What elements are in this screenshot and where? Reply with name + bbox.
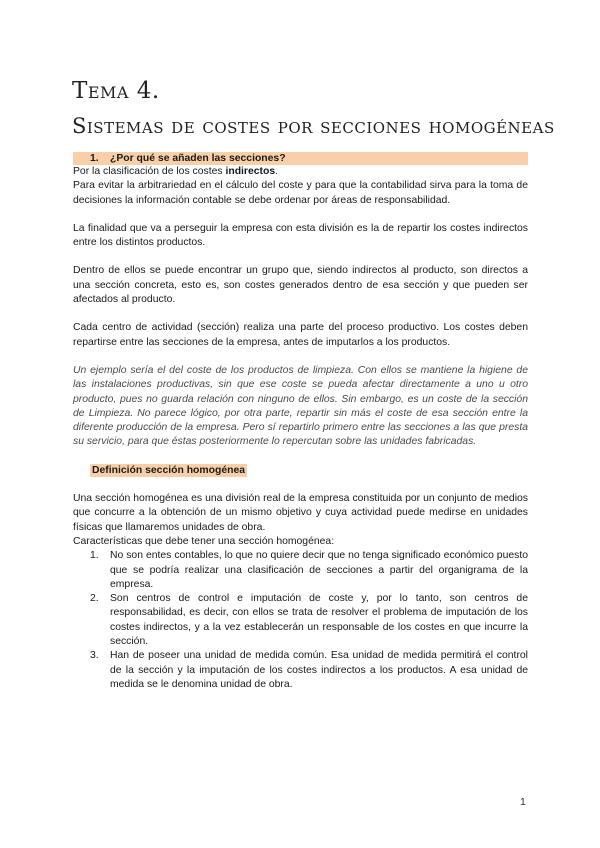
definition-paragraph: Una sección homogénea es una división real de la empresa constituida por un conjunto de medios que concurre a la obtención de un mismo objetivo y cuya actividad puede medirse en unidades físicas que llamaremos unidades de obra. [73, 493, 528, 533]
topic-subtitle: Sistemas de costes por secciones homogéneas [72, 114, 555, 138]
example-paragraph: Un ejemplo sería el del coste de los productos de limpieza. Con ellos se mantiene la higiene de las instalaciones productivas, sin que ese coste se pueda afectar directamente a uno u otro producto, pues no guarda relación con ninguno de ellos. Sin embargo, es un coste de la sección de Limpieza. No parece lógico, por otra parte, repartir sin más el coste de esa sección entre la diferente producción de la empresa. Pero sí repartirlo primero entre las secciones a las que presta su servicio, para que éstas posteriormente lo repercutan sobre las unidades fabricadas. [73, 364, 528, 448]
list-item-number: 2. [90, 593, 99, 605]
list-item-text: Son centros de control e imputación de coste y, por lo tanto, son centros de responsabilidad, es decir, con ellos se trata de resolver el problema de imputación de los costes indirectos, y a la vez establecerán un responsable de los costes en que incurre la sección. [110, 593, 528, 648]
topic-title: Tema 4. [72, 78, 160, 104]
list-item-text: Han de poseer una unidad de medida común. Esa unidad de medida permitirá el control de la sección y la imputación de los costes indirectos a los productos. A esa unidad de medida se le denomina unidad de obra. [110, 650, 528, 690]
intro-end: . [275, 166, 279, 177]
characteristics-list [73, 549, 528, 692]
intro-bold-text: indirectos [225, 166, 276, 177]
definition-heading-row [73, 464, 528, 478]
document-body [73, 152, 528, 692]
page-number: 1 [520, 796, 526, 808]
paragraph-centro-actividad: Cada centro de actividad (sección) realiza una parte del proceso productivo. Los costes deben repartirse entre las secciones de la empresa, antes de imputarlos a los productos. [73, 322, 528, 348]
list-item-text: No son entes contables, lo que no quiere decir que no tenga significado económico puesto que se podría realizar una clasificación de secciones a partir del organigrama de la empresa. [110, 550, 528, 590]
characteristics-intro: Características que debe tener una sección homogénea: [73, 535, 335, 547]
list-item-number: 3. [90, 650, 99, 662]
section-heading [73, 152, 528, 165]
list-item [90, 649, 528, 692]
paragraph-finalidad: La finalidad que va a perseguir la empresa con esta división es la de repartir los costes indirectos entre los distintos productos. [73, 222, 528, 249]
section-heading-text: ¿Por qué se añaden las secciones? [110, 153, 286, 164]
section-number: 1. [90, 153, 99, 164]
intro-paragraph [73, 165, 528, 179]
definition-heading: Definición sección homogénea [92, 464, 246, 476]
paragraph-arbitrariedad: Para evitar la arbitrariedad en el cálculo del coste y para que la contabilidad sirva para la toma de decisiones la información contable se debe ordenar por áreas de responsabilidad. [73, 180, 528, 206]
paragraph-dentro: Dentro de ellos se puede encontrar un grupo que, siendo indirectos al producto, son directos a una sección concreta, esto es, son costes generados dentro de esa sección y que pueden ser afectados al producto. [73, 265, 528, 306]
list-item-number: 1. [90, 550, 99, 562]
list-item [90, 592, 528, 649]
list-item [90, 549, 528, 592]
intro-text: Por la clasificación de los costes [73, 166, 226, 177]
